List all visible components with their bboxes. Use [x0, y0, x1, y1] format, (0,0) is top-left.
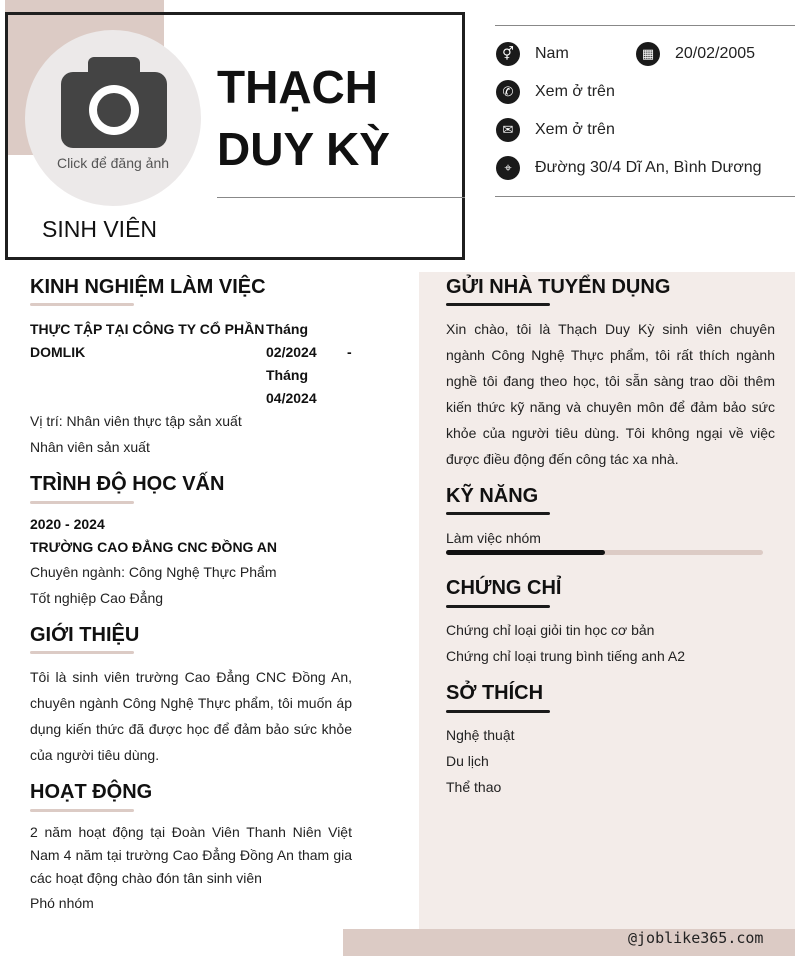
section-underline: [30, 809, 134, 812]
address-value: Đường 30/4 Dĩ An, Bình Dương: [535, 159, 762, 176]
section-underline: [446, 303, 550, 306]
recruiter-text: Xin chào, tôi là Thạch Duy Kỳ sinh viên chuyên ngành Công Nghệ Thực phẩm, tôi rất thích ngành nghề tôi đang theo học, tôi sẵn sàng trao dồi thêm kiến thức kỹ năng và chuyên môn để đảm bảo sức khỏe của người tiêu dùng. Tôi không ngại về việc được điều động đến công tác xa nhà.: [446, 321, 775, 467]
intro-text: Tôi là sinh viên trường Cao Đẳng CNC Đồng An, chuyên ngành Công Nghệ Thực phẩm, tôi muốn áp dụng kiến thức đã được học để đảm bảo sức khỏe của người tiêu dùng.: [30, 669, 352, 763]
date-part: Tháng: [266, 367, 308, 383]
gender-icon: ⚥: [496, 42, 520, 66]
phone-value: Xem ở trên: [535, 83, 615, 100]
activities-text: 2 năm hoạt động tại Đoàn Viên Thanh Niên Việt Nam 4 năm tại trường Cao Đẳng Đồng An tham gia các hoạt động chào đón tân sinh viên: [30, 824, 352, 886]
education-major: Chuyên ngành: Công Nghệ Thực Phẩm: [30, 564, 277, 580]
education-title: TRÌNH ĐỘ HỌC VẤN: [30, 473, 225, 495]
experience-dates: [266, 318, 317, 410]
company-line2: DOMLIK: [30, 344, 86, 360]
experience-position: Vị trí: Nhân viên thực tập sản xuất: [30, 413, 242, 429]
divider: [495, 196, 795, 197]
dob-value: 20/02/2005: [675, 45, 756, 62]
experience-detail: Nhân viên sản xuất: [30, 439, 150, 455]
section-underline: [446, 605, 550, 608]
divider: [495, 25, 795, 26]
section-underline: [446, 710, 550, 713]
hobbies-title: SỞ THÍCH: [446, 682, 544, 704]
recruiter-title: GỬI NHÀ TUYỂN DỤNG: [446, 276, 671, 298]
hobby-item: Thể thao: [446, 779, 502, 795]
date-part: 02/2024: [266, 344, 317, 360]
activities-role: Phó nhóm: [30, 895, 94, 911]
full-name-line2: DUY KỲ: [217, 123, 390, 175]
phone-icon: ✆: [496, 80, 520, 104]
certificate-item: Chứng chỉ loại giỏi tin học cơ bản: [446, 622, 655, 638]
location-icon: ⌖: [496, 156, 520, 180]
section-underline: [446, 512, 550, 515]
photo-upload-label[interactable]: Click để đăng ảnh: [56, 155, 170, 171]
company-line1: THỰC TẬP TẠI CÔNG TY CỔ PHẦN: [30, 321, 265, 337]
calendar-icon: ▦: [636, 42, 660, 66]
activities-title: HOẠT ĐỘNG: [30, 781, 153, 803]
education-years: 2020 - 2024: [30, 516, 105, 532]
full-name-line1: THẠCH: [217, 61, 378, 113]
experience-title: KINH NGHIỆM LÀM VIỆC: [30, 276, 266, 298]
hobby-item: Du lịch: [446, 753, 489, 769]
company-name: [30, 318, 264, 364]
section-underline: [30, 303, 134, 306]
hobby-item: Nghệ thuật: [446, 727, 515, 743]
skills-title: KỸ NĂNG: [446, 485, 539, 507]
education-school: TRƯỜNG CAO ĐẲNG CNC ĐỒNG AN: [30, 539, 278, 555]
email-value: Xem ở trên: [535, 121, 615, 138]
section-underline: [30, 501, 134, 504]
gender-value: Nam: [535, 45, 569, 62]
section-underline: [30, 651, 134, 654]
full-name: [217, 56, 462, 180]
email-icon: ✉: [496, 118, 520, 142]
certificates-title: CHỨNG CHỈ: [446, 577, 562, 599]
intro-title: GIỚI THIỆU: [30, 624, 140, 646]
skill-bar-fill: [446, 550, 605, 555]
education-degree: Tốt nghiệp Cao Đẳng: [30, 590, 164, 606]
job-title: SINH VIÊN: [42, 216, 158, 242]
date-separator: -: [347, 344, 352, 360]
date-part: Tháng: [266, 321, 308, 337]
date-part: 04/2024: [266, 390, 317, 406]
divider: [217, 197, 465, 198]
camera-icon-lens: [97, 93, 131, 127]
skill-label: Làm việc nhóm: [446, 530, 541, 546]
watermark[interactable]: @joblike365.com: [628, 929, 764, 947]
certificate-item: Chứng chỉ loại trung bình tiếng anh A2: [446, 648, 685, 664]
